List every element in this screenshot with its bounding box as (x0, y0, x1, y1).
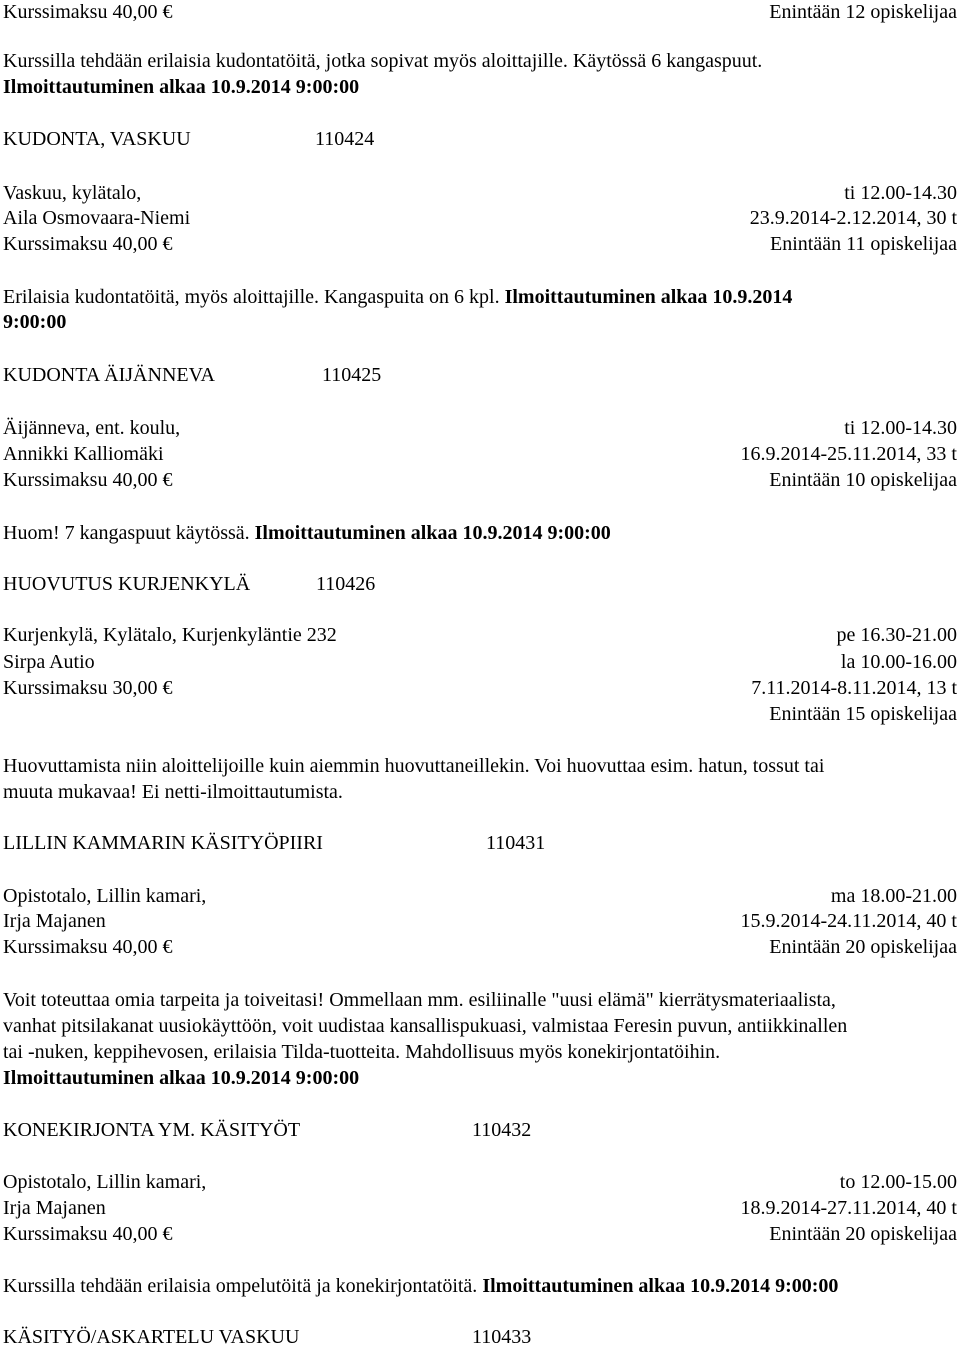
course-dates: 15.9.2014-24.11.2014, 40 t (740, 910, 957, 932)
course-fee: Kurssimaksu 40,00 € (3, 1, 173, 23)
course-description: muuta mukavaa! Ei netti-ilmoittautumista. (3, 781, 343, 803)
course-place: Vaskuu, kylätalo, (3, 182, 142, 204)
registration-note-continued: 9:00:00 (3, 311, 67, 333)
course-description: Voit toteuttaa omia tarpeita ja toiveitasi! Ommellaan mm. esiliinalle "uusi elämä" kierrätysmateriaalista, (3, 989, 836, 1011)
course-fee: Kurssimaksu 40,00 € (3, 936, 173, 958)
course-code: 110425 (322, 364, 382, 386)
course-title: KONEKIRJONTA YM. KÄSITYÖT (3, 1119, 301, 1141)
course-code: 110426 (316, 573, 376, 595)
course-description (3, 1274, 838, 1298)
course-time: pe 16.30-21.00 (836, 624, 957, 646)
course-code: 110432 (472, 1119, 532, 1141)
course-place: Kurjenkylä, Kylätalo, Kurjenkyläntie 232 (3, 624, 337, 646)
course-description: Huovuttamista niin aloittelijoille kuin aiemmin huovuttaneillekin. Voi huovuttaa esim. hatun, tossut tai (3, 755, 825, 777)
course-time: to 12.00-15.00 (839, 1171, 957, 1193)
course-max-students: Enintään 20 opiskelijaa (769, 936, 957, 958)
course-time: ti 12.00-14.30 (844, 417, 957, 439)
course-code: 110424 (315, 128, 375, 150)
course-code: 110431 (486, 832, 546, 854)
course-time: ma 18.00-21.00 (830, 885, 957, 907)
course-max-students: Enintään 15 opiskelijaa (769, 703, 957, 725)
course-teacher: Irja Majanen (3, 1197, 106, 1219)
course-dates: 7.11.2014-8.11.2014, 13 t (751, 677, 957, 699)
description-text: Huom! 7 kangaspuut käytössä. (3, 522, 250, 544)
registration-note: Ilmoittautuminen alkaa 10.9.2014 9:00:00 (254, 522, 611, 544)
course-time: ti 12.00-14.30 (844, 182, 957, 204)
course-teacher: Irja Majanen (3, 910, 106, 932)
course-fee: Kurssimaksu 40,00 € (3, 1223, 173, 1245)
course-title: KÄSITYÖ/ASKARTELU VASKUU (3, 1326, 300, 1348)
description-text: Erilaisia kudontatöitä, myös aloittajille. Kangaspuita on 6 kpl. (3, 286, 500, 308)
course-title: LILLIN KAMMARIN KÄSITYÖPIIRI (3, 832, 323, 854)
course-fee: Kurssimaksu 30,00 € (3, 677, 173, 699)
course-description (3, 521, 611, 545)
course-description: tai -nuken, keppihevosen, erilaisia Tilda-tuotteita. Mahdollisuus myös konekirjontatöihin. (3, 1041, 721, 1063)
course-dates: 23.9.2014-2.12.2014, 30 t (749, 207, 957, 229)
registration-note: Ilmoittautuminen alkaa 10.9.2014 9:00:00 (3, 1067, 360, 1089)
registration-note: Ilmoittautuminen alkaa 10.9.2014 (504, 286, 793, 308)
course-teacher: Sirpa Autio (3, 651, 95, 673)
course-max-students: Enintään 10 opiskelijaa (769, 469, 957, 491)
course-max-students: Enintään 11 opiskelijaa (770, 233, 957, 255)
course-title: KUDONTA, VASKUU (3, 128, 191, 150)
course-place: Opistotalo, Lillin kamari, (3, 885, 207, 907)
course-description (3, 285, 792, 309)
course-teacher: Annikki Kalliomäki (3, 443, 164, 465)
course-code: 110433 (472, 1326, 532, 1348)
course-description: vanhat pitsilakanat uusiokäyttöön, voit uudistaa kansallispukuasi, valmistaa Feresin puvun, antiikkinallen (3, 1015, 848, 1037)
course-fee: Kurssimaksu 40,00 € (3, 233, 173, 255)
course-place: Äijänneva, ent. koulu, (3, 417, 181, 439)
course-title: KUDONTA ÄIJÄNNEVA (3, 364, 215, 386)
course-dates: 16.9.2014-25.11.2014, 33 t (740, 443, 957, 465)
course-title: HUOVUTUS KURJENKYLÄ (3, 573, 251, 595)
description-text: Kurssilla tehdään erilaisia ompelutöitä ja konekirjontatöitä. (3, 1275, 478, 1297)
course-max-students: Enintään 20 opiskelijaa (769, 1223, 957, 1245)
course-time-2: la 10.00-16.00 (840, 651, 957, 673)
course-place: Opistotalo, Lillin kamari, (3, 1171, 207, 1193)
course-description: Kurssilla tehdään erilaisia kudontatöitä, jotka sopivat myös aloittajille. Käytössä 6 kangaspuut. (3, 50, 763, 72)
registration-note: Ilmoittautuminen alkaa 10.9.2014 9:00:00 (3, 76, 360, 98)
course-teacher: Aila Osmovaara-Niemi (3, 207, 191, 229)
course-fee: Kurssimaksu 40,00 € (3, 469, 173, 491)
course-max-students: Enintään 12 opiskelijaa (769, 1, 957, 23)
registration-note: Ilmoittautuminen alkaa 10.9.2014 9:00:00 (482, 1275, 839, 1297)
course-dates: 18.9.2014-27.11.2014, 40 t (740, 1197, 957, 1219)
